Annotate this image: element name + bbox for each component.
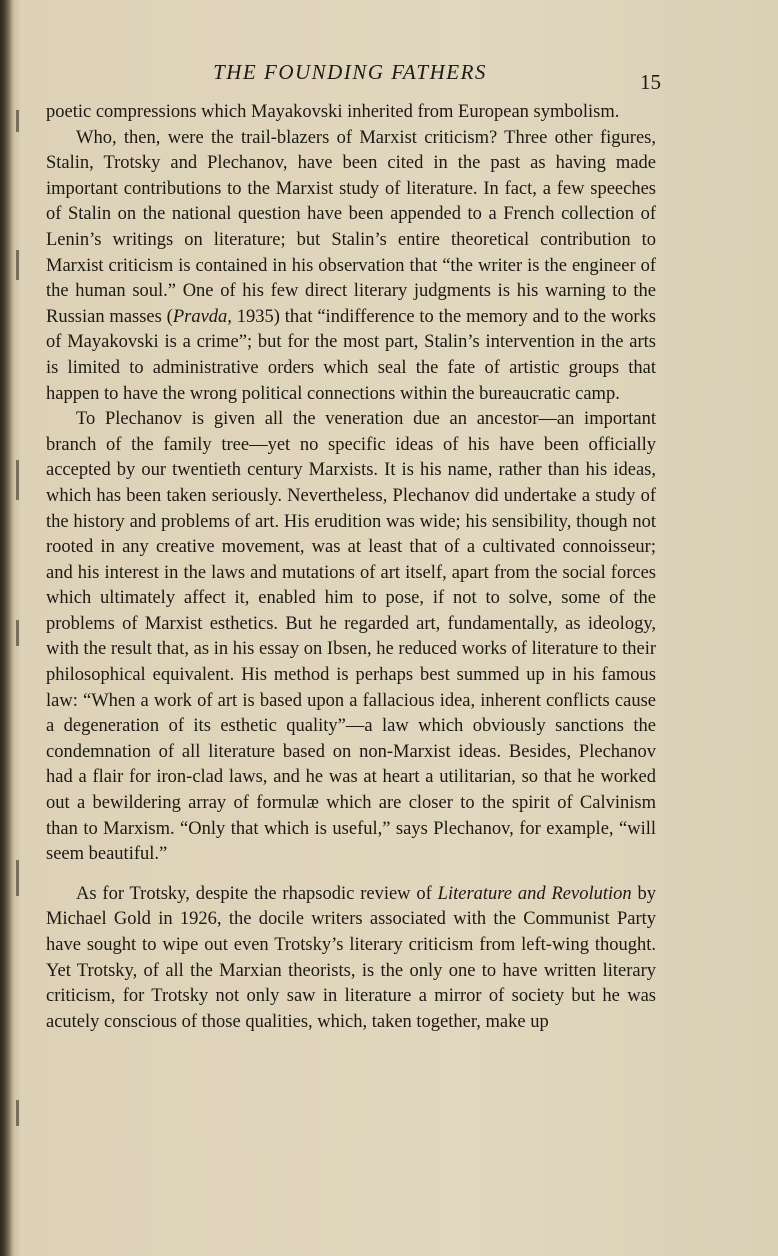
text-run: 1935) that “indifference to the memory and to the works of Mayakovski is a crime”; but for the most part, Stalin’s intervention in the arts is limited to administrative orders which seal the fate of artistic groups that happen to have the wrong political connections within the bureaucratic camp. (46, 306, 656, 404)
text-run: by Michael Gold in 1926, the docile writers associated with the Communist Party have sought to wipe out even Trotsky’s literary criticism from left-wing thought. Yet Trotsky, of all the Marxian theorists, is the only one to have written literary criticism, for Trotsky not only saw in literature a mirror of society but he was acutely conscious of those qualities, which, taken together, make up (46, 883, 656, 1032)
text-run: As for Trotsky, despite the rhapsodic review of (76, 883, 438, 904)
body-text (46, 100, 656, 1035)
text-run: To Plechanov is given all the veneration due an ancestor—an important branch of the family tree—yet no specific ideas of his have been officially accepted by our twentieth century Marxists. It is his name, rather than his ideas, which has been taken seriously. Nevertheless, Plechanov did undertake a study of the history and problems of art. His erudition was wide; his sensibility, though not rooted in any creative movement, was at least that of a cultivated connoisseur; and his interest in the laws and mutations of art itself, apart from the social forces which ultimately affect it, enabled him to pose, if not to solve, some of the problems of Marxist esthetics. But he regarded art, fundamentally, as ideology, with the result that, as in his essay on Ibsen, he reduced works of literature to their philosophical equivalent. His method is perhaps best summed up in his famous law: “When a work of art is based upon a fallacious idea, inherent conflicts cause a degeneration of its esthetic quality”—a law which obviously sanctions the condemnation of all literature based on non-Marxist ideas. Besides, Plechanov had a flair for iron-clad laws, and he was at heart a utilitarian, so that he worked out a bewildering array of formulæ which are closer to the spirit of Calvinism than to Marxism. “Only that which is useful,” says Plechanov, for example, “will seem beautiful.” (46, 409, 656, 865)
margin-mark (16, 250, 19, 280)
paragraph (46, 100, 656, 126)
italic-title: Literature and Revolution (437, 883, 632, 904)
page-number: 15 (640, 70, 661, 94)
paragraph (46, 126, 656, 408)
margin-mark (16, 1100, 19, 1126)
margin-mark (16, 620, 19, 646)
margin-mark (16, 460, 19, 500)
italic-title: Pravda, (172, 306, 232, 327)
running-head: THE FOUNDING FATHERS (213, 60, 487, 84)
text-run: poetic compressions which Mayakovski inherited from European symbolism. (46, 102, 620, 122)
margin-mark (16, 110, 19, 132)
paragraph (46, 407, 656, 868)
text-run: Who, then, were the trail-blazers of Marxist criticism? Three other figures, Stalin, Trotsky and Plechanov, have been cited in the past as having made important contributions to the Marxist study of literature. In fact, a few speeches of Stalin on the national question have been appended to a French collection of Lenin’s writings on literature; but Stalin’s entire theoretical contribution to Marxist criticism is contained in his observation that “the writer is the engineer of the human soul.” One of his few direct literary judgments is his warning to the Russian masses ( (46, 127, 656, 327)
paragraph (46, 882, 656, 1036)
binding-gutter-shadow (0, 0, 14, 1256)
margin-mark (16, 860, 19, 896)
